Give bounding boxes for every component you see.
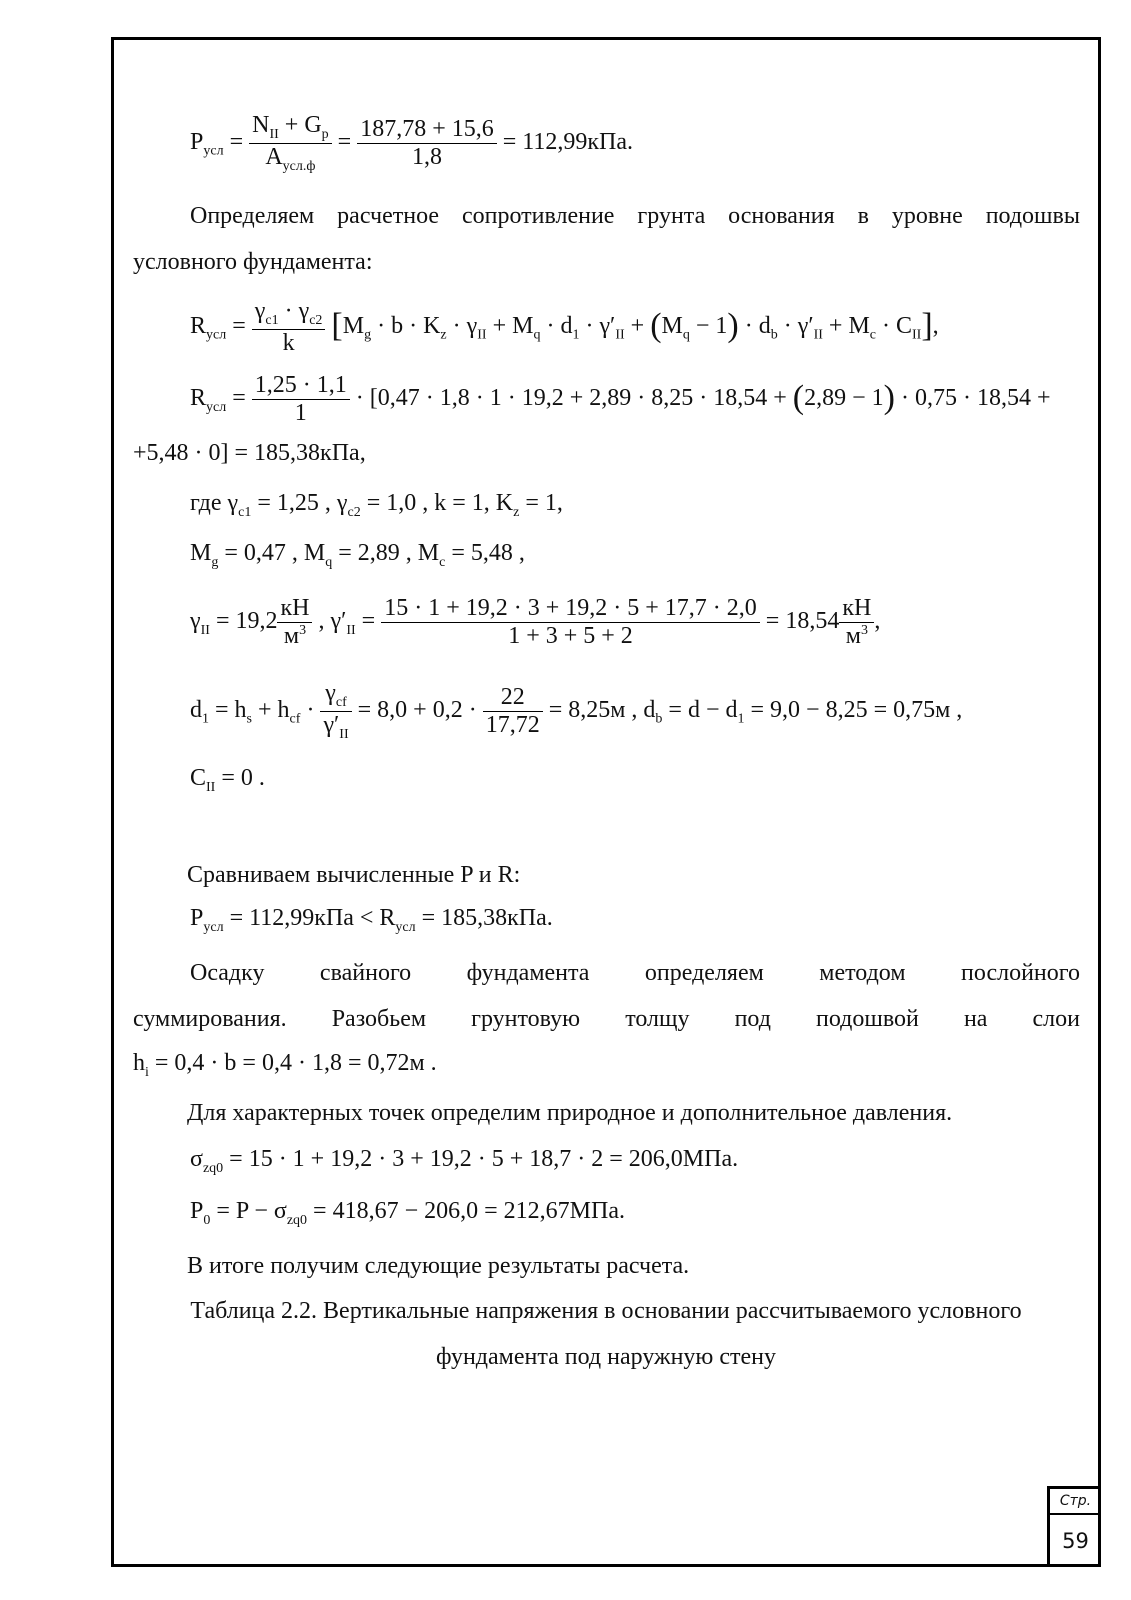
- table-caption-line-1: Таблица 2.2. Вертикальные напряжения в основании рассчитываемого условного: [190, 1298, 1022, 1324]
- page-number-label: Стр.: [1050, 1489, 1101, 1515]
- settlement-line-2: суммирования. Разобьем грунтовую толщу под подошвой на слои: [133, 1006, 1080, 1032]
- equation-c2: $C_{II} = 0$ .: [190, 765, 265, 795]
- equation-gamma: $\gamma_{II} = 19,2$ $\frac{кН}{м^3}$ , $\gamma'_{II}$ = $\frac{15 \cdot 1 + 19,2 \cdot 3 + 19,2 \cdot 5 + 17,7 \cdot 2,0}{1 + 3 + 5 + 2}$ = 18,54 $\frac{кН}{м^3}$ ,: [190, 595, 881, 649]
- page-number: 59: [1062, 1529, 1089, 1553]
- equation-p0: $P_0 = P - \sigma_{zq0} = 418,67 - 206,0 = 212,67МПа$.: [190, 1198, 625, 1228]
- equation-d1: $d_1 = h_s + h_{cf}$ · $\frac{\gamma_{cf}}{\gamma'_{II}}$ = 8,0 + 0,2 · $\frac{22}{17,72}$ = 8,25м , $d_b = d - d_1 = 9,0 - 8,25 = 0,75м$ ,: [190, 680, 963, 742]
- points-intro: Для характерных точек определим природное и дополнительное давления.: [187, 1100, 953, 1126]
- equation-hi: $h_i = 0,4 \cdot b = 0,4 \cdot 1,8 = 0,72м$ .: [133, 1050, 437, 1080]
- paragraph-resistance: Определяем расчетное сопротивление грунта основания в уровне подошвы: [190, 203, 1080, 229]
- equation-sigma: $\sigma_{zq0} = 15 \cdot 1 + 19,2 \cdot 3 + 19,2 \cdot 5 + 18,7 \cdot 2 = 206,0МПа$.: [190, 1146, 739, 1176]
- results-intro: В итоге получим следующие результаты расчета.: [187, 1253, 690, 1279]
- where-coefficients: где $\gamma_{c1} = 1,25$ , $\gamma_{c2} = 1,0$ , k = 1, $K_z = 1$,: [190, 490, 563, 520]
- compare-intro: Сравниваем вычисленные P и R:: [187, 862, 521, 888]
- settlement-line-1: Осадку свайного фундамента определяем методом послойного: [190, 960, 1080, 986]
- equation-r-result: +5,48 · 0] = 185,38кПа,: [133, 440, 366, 466]
- page-number-stamp: [1047, 1486, 1101, 1567]
- compare-equation: $P_{усл} = 112,99кПа < R_{усл} = 185,38кПа$.: [190, 905, 553, 935]
- table-caption-line-2: фундамента под наружную стену: [436, 1344, 776, 1370]
- paragraph-resistance-end: условного фундамента:: [133, 249, 373, 275]
- equation-r-numeric: $R_{усл}$ = $\frac{1,25 \cdot 1,1}{1}$ · [0,47 · 1,8 · 1 · 19,2 + 2,89 · 8,25 · 18,54 + (2,89 − 1) · 0,75 · 18,54 +: [190, 372, 1051, 426]
- equation-p-usl: $P_{усл}$ = $\frac{N_{II} + G_p}{A_{усл.ф}}$ = $\frac{187,78 + 15,6}{1,8}$ = 112,99кПа.: [190, 112, 634, 174]
- m-coefficients: $M_g = 0,47$ , $M_q = 2,89$ , $M_c = 5,48$ ,: [190, 540, 525, 570]
- equation-r-formula: $R_{усл}$ = $\frac{\gamma_{c1} \cdot \gamma_{c2}}{k}$ $[M_g \cdot b \cdot K_z \cdot \gamma_{II} + M_q \cdot d_1 \cdot \gamma'_{II} + (M_q - 1) \cdot d_b \cdot \gamma'_{II} + M_c \cdot C_{II}]$,: [190, 298, 939, 356]
